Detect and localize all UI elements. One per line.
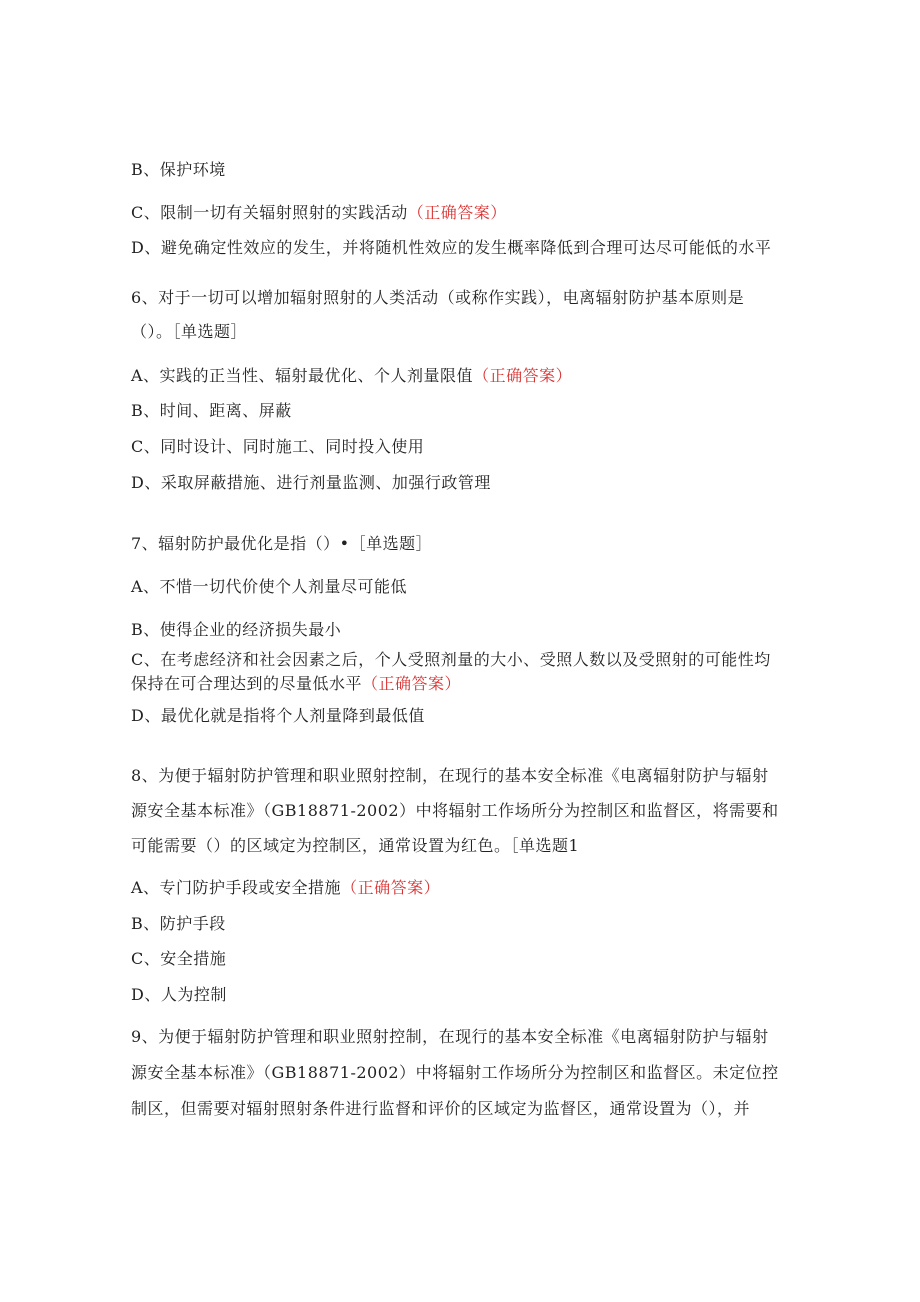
q5-option-b: B、保护环境 xyxy=(131,160,226,179)
q9-stem-line-2: 源安全基本标准》（GB18871-2002）中将辐射工作场所分为控制区和监督区。未定位控 xyxy=(131,1063,779,1082)
q7-option-a: A、不惜一切代价使个人剂量尽可能低 xyxy=(131,577,408,596)
q8-option-b: B、防护手段 xyxy=(131,914,226,933)
correct-answer-mark: （正确答案） xyxy=(407,203,507,222)
q8-option-c: C、安全措施 xyxy=(131,949,227,968)
q5-option-d: D、避免确定性效应的发生，并将随机性效应的发生概率降低到合理可达尽可能低的水平 xyxy=(131,238,772,257)
q7-option-c-text: 保持在可合理达到的尽量低水平 xyxy=(131,674,363,693)
correct-answer-mark: （正确答案） xyxy=(341,878,441,897)
q6-option-b: B、时间、距离、屏蔽 xyxy=(131,401,292,420)
q7-stem: 7、辐射防护最优化是指（）•［单选题］ xyxy=(131,534,433,553)
q7-option-d: D、最优化就是指将个人剂量降到最低值 xyxy=(131,706,425,725)
q6-option-a-text: A、实践的正当性、辐射最优化、个人剂量限值 xyxy=(131,366,474,385)
q6-stem-line-2: （）。［单选题］ xyxy=(131,322,248,341)
q9-stem-line-1: 9、为便于辐射防护管理和职业照射控制，在现行的基本安全标准《电离辐射防护与辐射 xyxy=(131,1027,769,1046)
correct-answer-mark: （正确答案） xyxy=(473,366,573,385)
q6-stem-line-1: 6、对于一切可以增加辐射照射的人类活动（或称作实践），电离辐射防护基本原则是 xyxy=(131,288,745,307)
q6-option-a xyxy=(131,366,572,386)
q8-option-d: D、人为控制 xyxy=(131,985,227,1004)
correct-answer-mark: （正确答案） xyxy=(362,674,462,693)
q7-option-b: B、使得企业的经济损失最小 xyxy=(131,620,342,639)
q6-option-c: C、同时设计、同时施工、同时投入使用 xyxy=(131,437,425,456)
q7-option-c-line-2 xyxy=(131,674,461,694)
q8-stem-line-2: 源安全基本标准》（GB18871-2002）中将辐射工作场所分为控制区和监督区，将需要和 xyxy=(131,801,779,820)
q5-option-c xyxy=(131,203,507,223)
q6-option-d: D、采取屏蔽措施、进行剂量监测、加强行政管理 xyxy=(131,473,491,492)
q8-option-a xyxy=(131,878,440,898)
q9-stem-line-3: 制区，但需要对辐射照射条件进行监督和评价的区域定为监督区，通常设置为（），并 xyxy=(131,1099,751,1118)
q8-stem-line-1: 8、为便于辐射防护管理和职业照射控制，在现行的基本安全标准《电离辐射防护与辐射 xyxy=(131,766,769,785)
q8-option-a-text: A、专门防护手段或安全措施 xyxy=(131,878,342,897)
q8-stem-line-3: 可能需要（）的区域定为控制区，通常设置为红色。［单选题1 xyxy=(131,836,580,855)
q5-option-c-text: C、限制一切有关辐射照射的实践活动 xyxy=(131,203,408,222)
q7-option-c-line-1: C、在考虑经济和社会因素之后，个人受照剂量的大小、受照人数以及受照射的可能性均 xyxy=(131,650,771,669)
